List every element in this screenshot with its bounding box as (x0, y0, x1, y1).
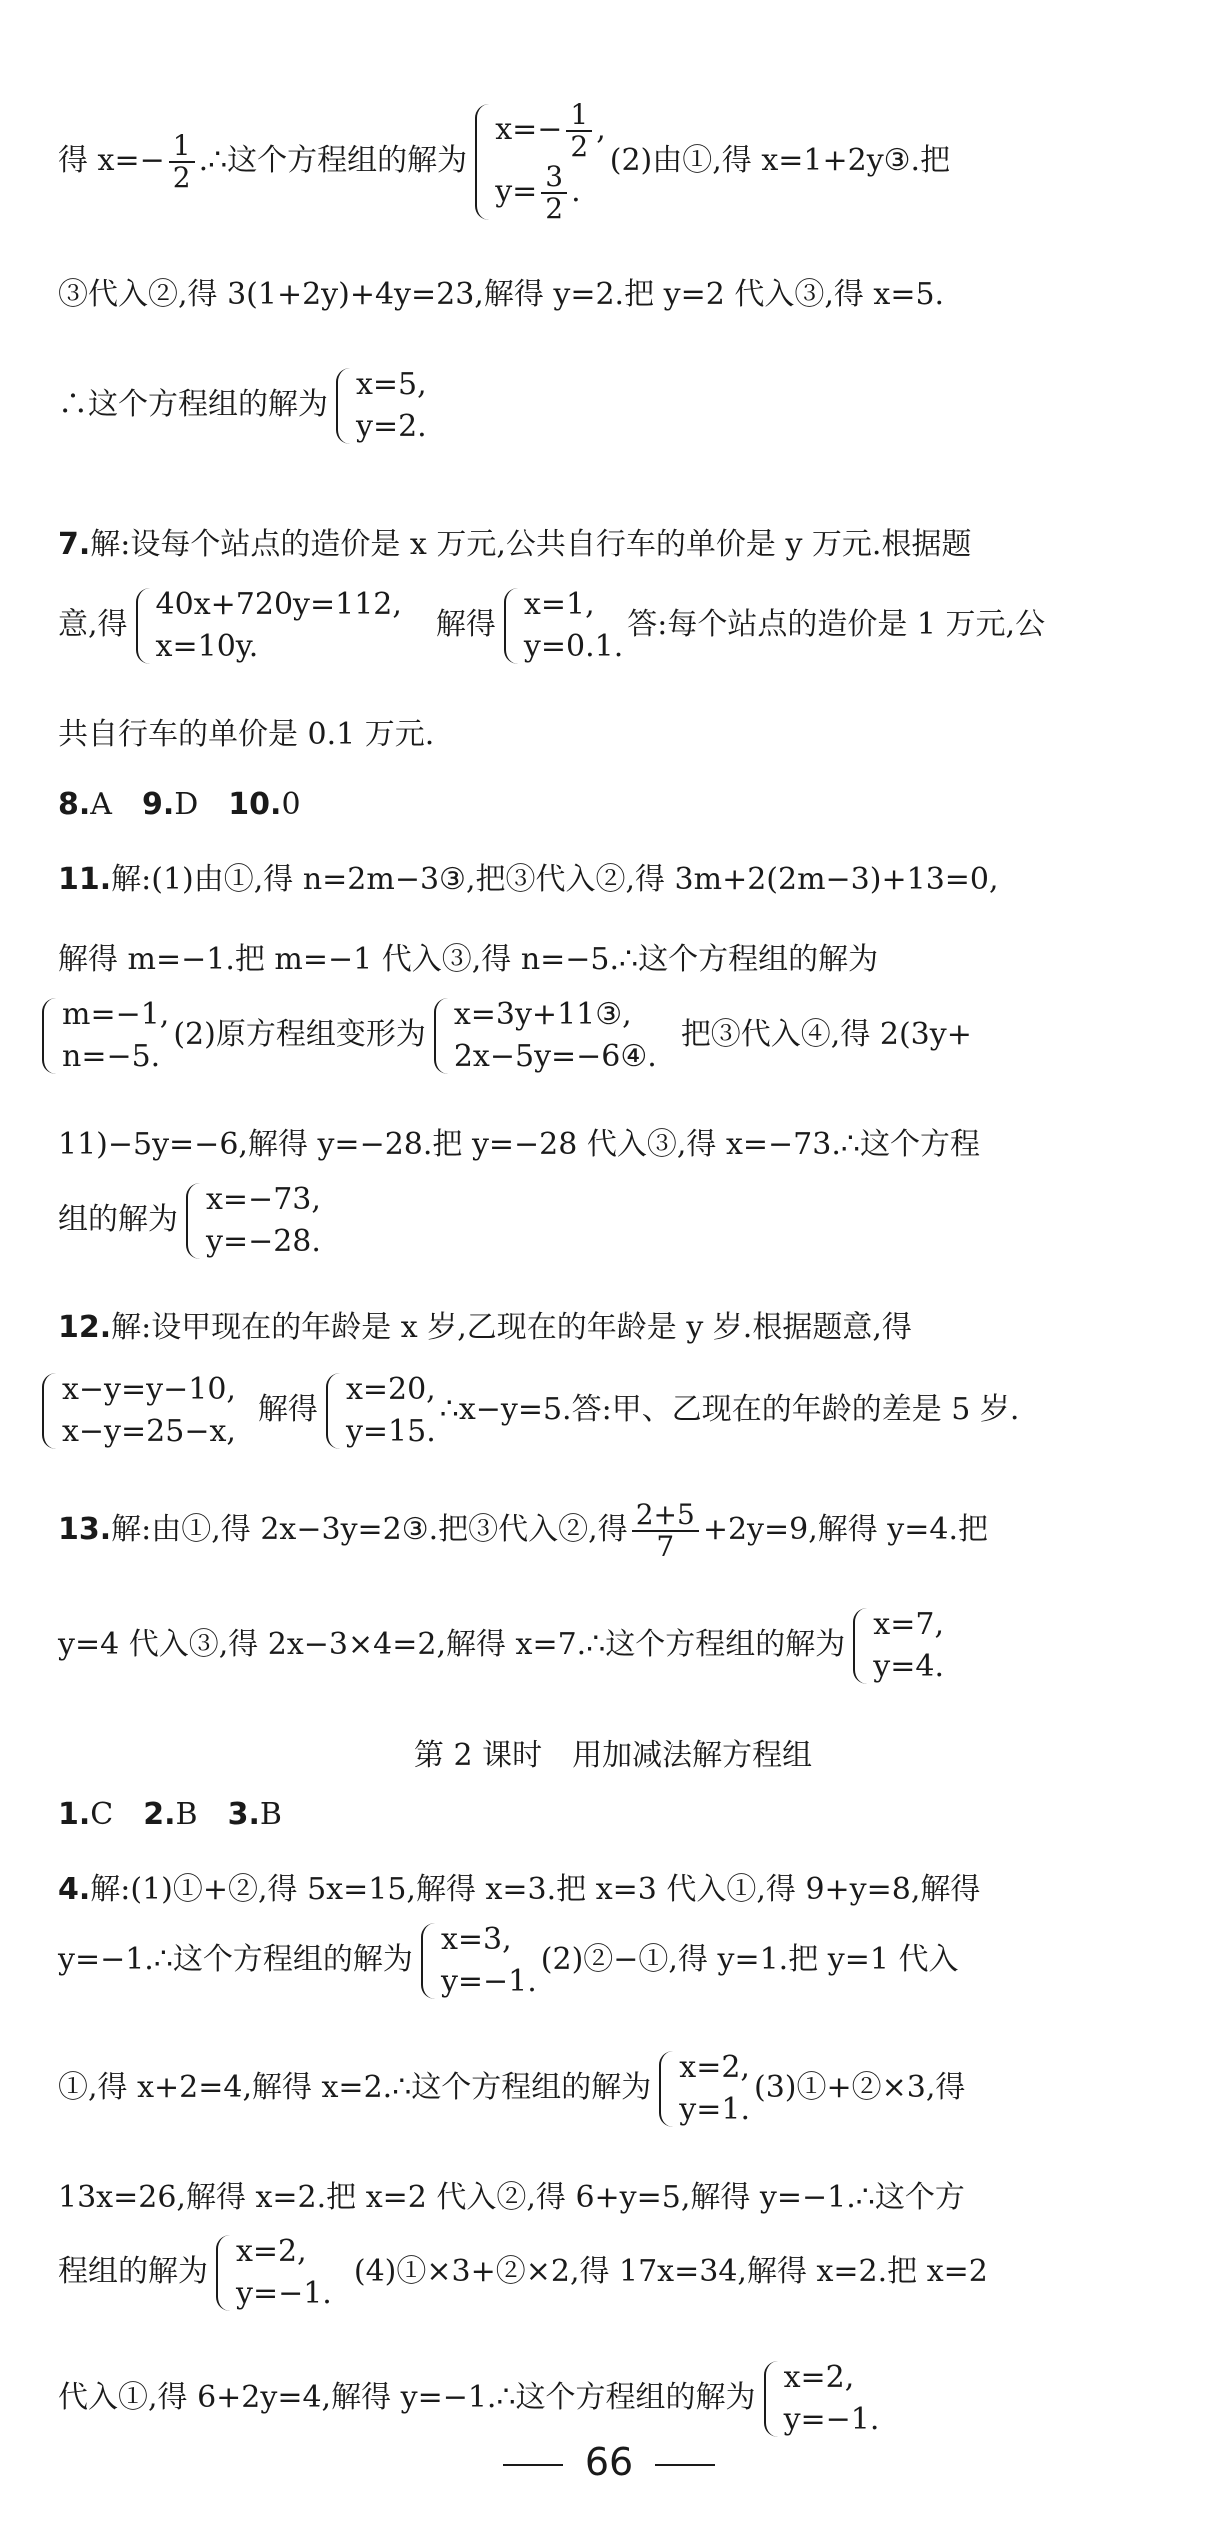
question-number: 7. (58, 527, 91, 562)
text: 解:(1)①+②,得 5x=15,解得 x=3.把 x=3 代入①,得 9+y=8,解得 (90, 1872, 981, 1907)
text: 解:设甲现在的年龄是 x 岁,乙现在的年龄是 y 岁.根据题意,得 (111, 1310, 912, 1345)
equation-row: n=−5. (62, 1039, 161, 1074)
text-line (58, 1490, 1168, 1570)
equation-system (849, 1604, 944, 1688)
equation-row: x=2, (236, 2234, 307, 2269)
answer: A (90, 787, 112, 822)
text: 解得 (435, 607, 496, 642)
brace (421, 1923, 439, 1999)
text: ∴这个方程组的解为 (58, 387, 328, 422)
equation-row: y=2. (356, 409, 427, 444)
brace (336, 368, 354, 444)
section-title: 第 2 课时 用加减法解方程组 (413, 1738, 813, 1773)
equation-system (417, 1919, 537, 2003)
text-line (34, 990, 1144, 1080)
brace (475, 104, 493, 220)
text: 解:由①,得 2x−3y=2③.把③代入②,得 (111, 1512, 628, 1547)
text: (2)由①,得 x=1+2y③.把 (609, 143, 951, 178)
denominator: 2 (545, 192, 564, 225)
brace (659, 2051, 677, 2127)
text: 代入①,得 6+2y=4,解得 y=−1.∴这个方程组的解为 (58, 2380, 756, 2415)
page-number (0, 2440, 1218, 2484)
equation-row: x−y=y−10, (62, 1372, 236, 1407)
text: 程组的解为 (58, 2254, 208, 2289)
text-line: 11)−5y=−6,解得 y=−28.把 y=−28 代入③,得 x=−73.∴这个方程 (58, 1127, 980, 1162)
equation-row: x=7, (873, 1607, 944, 1642)
brace (764, 2361, 782, 2437)
text: 组的解为 (58, 1202, 178, 1237)
question-number: 2. (143, 1797, 176, 1832)
fraction (169, 131, 195, 193)
answer: B (175, 1797, 198, 1832)
question-number: 12. (58, 1310, 112, 1345)
equation-row: x=2, (679, 2050, 750, 2085)
text-line (58, 1308, 1168, 1348)
page-number-text: 66 (584, 2440, 634, 2484)
fraction (566, 100, 592, 162)
equation-system (182, 1179, 321, 1263)
equation-row: y=4. (873, 1649, 945, 1684)
text: 解:设每个站点的造价是 x 万元,公共自行车的单价是 y 万元.根据题 (90, 527, 972, 562)
brace (853, 1608, 871, 1684)
text-line (58, 98, 1168, 225)
text: y=−1.∴这个方程组的解为 (58, 1942, 413, 1977)
equation-row: x=1, (523, 587, 595, 622)
page-number-dash-left (503, 2464, 563, 2466)
fraction (632, 1500, 699, 1562)
equation-row (495, 162, 606, 224)
brace (42, 998, 60, 1074)
text: y= (495, 174, 538, 209)
numerator: 2+5 (632, 1500, 699, 1532)
equation-system (655, 2047, 750, 2131)
text-line (58, 525, 1168, 565)
text: .∴这个方程组的解为 (198, 143, 468, 178)
text: , (596, 112, 606, 147)
equation-row: y=−28. (206, 1224, 321, 1259)
numerator: 1 (566, 100, 592, 132)
equation-row: x=2, (783, 2360, 855, 2395)
text-line (58, 1170, 1168, 1270)
text: 意,得 (58, 607, 128, 642)
equation-system (132, 584, 402, 668)
equation-system (760, 2357, 880, 2441)
equation-row: x=5, (356, 367, 427, 402)
equation-row: m=−1, (62, 997, 170, 1032)
equation-row: 40x+720y=112, (155, 587, 402, 622)
page-number-dash-right (655, 2464, 715, 2466)
text-line (58, 1910, 1168, 2010)
text-line (58, 1795, 1168, 1835)
question-number: 11. (58, 862, 112, 897)
equation-system (212, 2231, 332, 2315)
denominator: 2 (570, 130, 589, 163)
numerator: 1 (169, 131, 195, 163)
text: (2)原方程组变形为 (173, 1017, 426, 1052)
numerator: 3 (541, 162, 567, 194)
question-number: 13. (58, 1512, 112, 1547)
answer: C (90, 1797, 114, 1832)
equation-row: y=−1. (440, 1964, 537, 1999)
text: ①,得 x+2=4,解得 x=2.∴这个方程组的解为 (58, 2070, 652, 2105)
text-line (58, 2038, 1168, 2138)
text-line (34, 1360, 1144, 1460)
equation-system (322, 1369, 436, 1453)
question-number: 3. (227, 1797, 260, 1832)
brace (326, 1373, 344, 1449)
equation-row: y=−1. (783, 2402, 880, 2437)
equation-system (500, 584, 623, 668)
text-line (58, 2348, 1168, 2448)
equation-system (430, 994, 657, 1078)
text-line: 解得 m=−1.把 m=−1 代入③,得 n=−5.∴这个方程组的解为 (58, 942, 879, 977)
text: (3)①+②×3,得 (754, 2070, 966, 2105)
answer: 0 (281, 787, 301, 822)
answer: D (174, 787, 199, 822)
equation-row: y=15. (345, 1414, 436, 1449)
denominator: 7 (656, 1530, 675, 1563)
brace (434, 998, 452, 1074)
question-number: 10. (228, 787, 282, 822)
text: (4)①×3+②×2,得 17x=34,解得 x=2.把 x=2 (353, 2254, 988, 2289)
text: (2)②−①,得 y=1.把 y=1 代入 (540, 1942, 959, 1977)
question-number: 9. (141, 787, 175, 822)
text-line: 共自行车的单价是 0.1 万元. (58, 717, 435, 752)
text-line (58, 1870, 1168, 1910)
equation-row: 2x−5y=−6④. (453, 1039, 657, 1074)
equation-row (495, 100, 606, 162)
brace (186, 1183, 204, 1259)
denominator: 2 (172, 161, 191, 194)
equation-row: x−y=25−x, (62, 1414, 236, 1449)
text: x=− (495, 112, 563, 147)
equation-system (38, 1369, 236, 1453)
text: 答:每个站点的造价是 1 万元,公 (627, 607, 1046, 642)
text-line (58, 785, 1168, 825)
equation-system (332, 364, 427, 448)
equation-row: x=3, (440, 1922, 512, 1957)
text-line: 13x=26,解得 x=2.把 x=2 代入②,得 6+y=5,解得 y=−1.∴这个方 (58, 2180, 965, 2215)
text-line (58, 1595, 1168, 1695)
brace (42, 1373, 60, 1449)
question-number: 8. (58, 787, 91, 822)
brace (504, 588, 522, 664)
equation-row: y=1. (679, 2092, 750, 2127)
text: ∴x−y=5.答:甲、乙现在的年龄的差是 5 岁. (439, 1392, 1020, 1427)
text: 解:(1)由①,得 n=2m−3③,把③代入②,得 3m+2(2m−3)+13=0, (111, 862, 999, 897)
equation-row: y=0.1. (523, 629, 624, 664)
question-number: 1. (58, 1797, 91, 1832)
equation-system (38, 994, 169, 1078)
question-number: 4. (58, 1872, 91, 1907)
text: 把③代入④,得 2(3y+ (680, 1017, 972, 1052)
brace (136, 588, 154, 664)
equation-system (471, 100, 606, 224)
equation-row: x=−73, (206, 1182, 321, 1217)
text-line (58, 860, 1168, 900)
brace (216, 2235, 234, 2311)
text-line: ③代入②,得 3(1+2y)+4y=23,解得 y=2.把 y=2 代入③,得 x=5. (58, 277, 945, 312)
text: 解得 (257, 1392, 318, 1427)
equation-row: x=3y+11③, (453, 997, 632, 1032)
text: +2y=9,解得 y=4.把 (702, 1512, 988, 1547)
text: 得 x=− (58, 143, 165, 178)
text: . (571, 174, 581, 209)
text-line (58, 360, 1168, 450)
fraction (541, 162, 567, 224)
text: y=4 代入③,得 2x−3×4=2,解得 x=7.∴这个方程组的解为 (58, 1627, 846, 1662)
text-line (58, 580, 1168, 670)
answer: B (259, 1797, 282, 1832)
text-line (58, 2222, 1168, 2322)
equation-row: y=−1. (236, 2276, 332, 2311)
equation-row: x=10y. (155, 629, 259, 664)
equation-row: x=20, (345, 1372, 436, 1407)
